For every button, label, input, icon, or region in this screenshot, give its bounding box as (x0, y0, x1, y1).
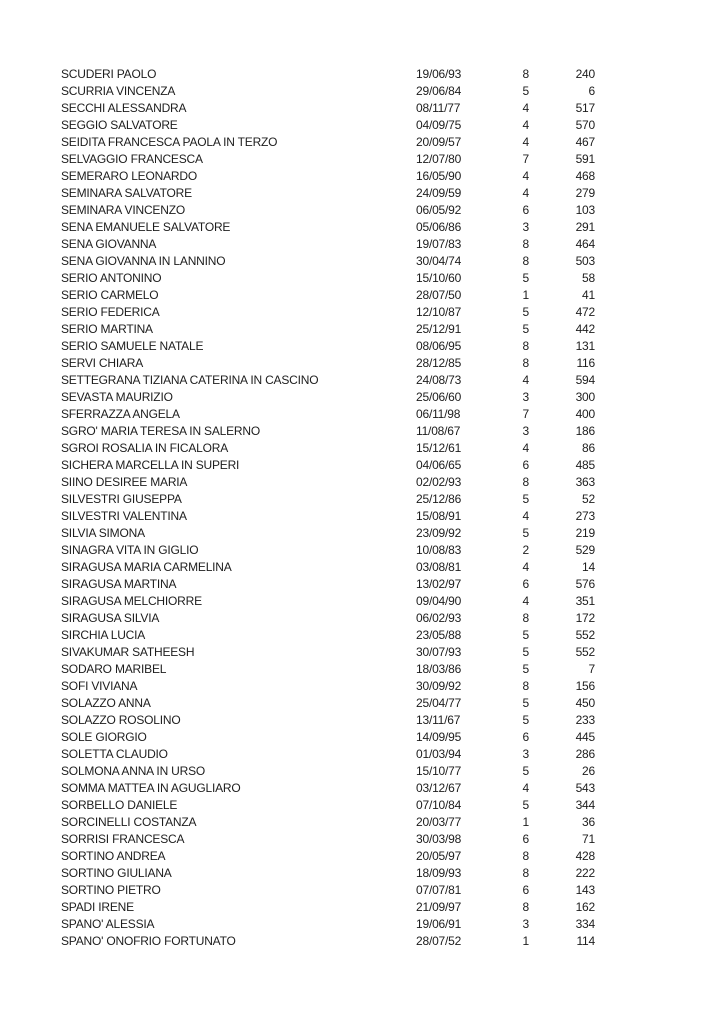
cell-value: 591 (575, 152, 595, 166)
cell-count: 4 (522, 560, 529, 574)
table-row (61, 100, 595, 117)
cell-name: SICHERA MARCELLA IN SUPERI (61, 458, 240, 472)
cell-date: 30/03/98 (416, 832, 462, 846)
cell-date: 23/09/92 (416, 526, 462, 540)
cell-count: 7 (522, 152, 529, 166)
cell-date: 24/08/73 (416, 373, 462, 387)
table-row (61, 508, 595, 525)
cell-date: 07/10/84 (416, 798, 462, 812)
table-row (61, 270, 595, 287)
cell-name: SIVAKUMAR SATHEESH (61, 645, 195, 659)
table-row (61, 610, 595, 627)
cell-date: 19/06/91 (416, 917, 462, 931)
cell-name: SENA GIOVANNA IN LANNINO (61, 254, 226, 268)
table-row (61, 321, 595, 338)
cell-count: 6 (522, 458, 529, 472)
table-row (61, 644, 595, 661)
cell-name: SEGGIO SALVATORE (61, 118, 178, 132)
cell-name: SOLAZZO ROSOLINO (61, 713, 181, 727)
cell-name: SECCHI ALESSANDRA (61, 101, 187, 115)
cell-value: 517 (575, 101, 595, 115)
cell-date: 10/08/83 (416, 543, 462, 557)
cell-value: 445 (575, 730, 595, 744)
cell-count: 6 (522, 730, 529, 744)
cell-date: 25/12/86 (416, 492, 462, 506)
table-row (61, 185, 595, 202)
cell-date: 21/09/97 (416, 900, 462, 914)
cell-count: 4 (522, 169, 529, 183)
table-row (61, 202, 595, 219)
cell-value: 442 (575, 322, 595, 336)
cell-name: SGRO' MARIA TERESA IN SALERNO (61, 424, 260, 438)
cell-name: SINAGRA VITA IN GIGLIO (61, 543, 199, 557)
cell-count: 3 (522, 424, 529, 438)
cell-name: SIRCHIA LUCIA (61, 628, 146, 642)
cell-value: 286 (575, 747, 595, 761)
cell-value: 71 (582, 832, 595, 846)
table-row (61, 780, 595, 797)
cell-count: 3 (522, 917, 529, 931)
cell-name: SORTINO ANDREA (61, 849, 166, 863)
cell-date: 28/07/50 (416, 288, 462, 302)
table-row (61, 338, 595, 355)
cell-name: SPANO' ONOFRIO FORTUNATO (61, 934, 236, 948)
cell-date: 12/10/87 (416, 305, 462, 319)
cell-date: 06/05/92 (416, 203, 462, 217)
cell-count: 8 (522, 237, 529, 251)
cell-name: SIRAGUSA MARTINA (61, 577, 177, 591)
cell-count: 8 (522, 254, 529, 268)
cell-value: 52 (582, 492, 595, 506)
table-row (61, 168, 595, 185)
cell-value: 156 (575, 679, 595, 693)
cell-value: 86 (582, 441, 595, 455)
cell-value: 58 (582, 271, 595, 285)
cell-name: SIRAGUSA MELCHIORRE (61, 594, 202, 608)
cell-value: 552 (575, 645, 595, 659)
table-row (61, 253, 595, 270)
cell-date: 06/11/98 (416, 407, 461, 421)
table-row (61, 729, 595, 746)
cell-name: SOLMONA ANNA IN URSO (61, 764, 206, 778)
table-row (61, 355, 595, 372)
cell-name: SORCINELLI COSTANZA (61, 815, 197, 829)
table-row (61, 746, 595, 763)
cell-name: SPANO' ALESSIA (61, 917, 155, 931)
cell-value: 41 (582, 288, 595, 302)
cell-value: 103 (575, 203, 595, 217)
cell-date: 28/07/52 (416, 934, 462, 948)
cell-value: 468 (575, 169, 595, 183)
cell-name: SERIO FEDERICA (61, 305, 160, 319)
cell-date: 19/06/93 (416, 67, 462, 81)
cell-date: 20/09/57 (416, 135, 462, 149)
cell-name: SERIO SAMUELE NATALE (61, 339, 204, 353)
cell-value: 543 (575, 781, 595, 795)
cell-date: 05/06/86 (416, 220, 462, 234)
table-row (61, 542, 595, 559)
cell-value: 7 (588, 662, 595, 676)
cell-date: 01/03/94 (416, 747, 462, 761)
cell-value: 240 (575, 67, 595, 81)
cell-count: 8 (522, 339, 529, 353)
cell-count: 3 (522, 747, 529, 761)
table-row (61, 899, 595, 916)
cell-name: SOLE GIORGIO (61, 730, 147, 744)
table-row (61, 287, 595, 304)
cell-name: SERIO ANTONINO (61, 271, 162, 285)
cell-date: 19/07/83 (416, 237, 462, 251)
cell-value: 570 (575, 118, 595, 132)
cell-name: SORBELLO DANIELE (61, 798, 178, 812)
cell-count: 5 (522, 798, 529, 812)
cell-value: 400 (575, 407, 595, 421)
cell-name: SEIDITA FRANCESCA PAOLA IN TERZO (61, 135, 278, 149)
cell-name: SIRAGUSA MARIA CARMELINA (61, 560, 232, 574)
cell-count: 5 (522, 526, 529, 540)
cell-name: SEMERARO LEONARDO (61, 169, 197, 183)
cell-count: 8 (522, 356, 529, 370)
cell-value: 143 (575, 883, 595, 897)
table-row (61, 236, 595, 253)
table-row (61, 406, 595, 423)
cell-date: 11/08/67 (416, 424, 461, 438)
cell-count: 4 (522, 186, 529, 200)
cell-name: SORTINO GIULIANA (61, 866, 172, 880)
cell-date: 13/02/97 (416, 577, 462, 591)
cell-date: 20/05/97 (416, 849, 462, 863)
table-row (61, 678, 595, 695)
cell-count: 3 (522, 390, 529, 404)
table-row (61, 134, 595, 151)
cell-value: 363 (575, 475, 595, 489)
cell-name: SILVESTRI GIUSEPPA (61, 492, 182, 506)
cell-count: 8 (522, 475, 529, 489)
cell-count: 4 (522, 781, 529, 795)
cell-count: 5 (522, 764, 529, 778)
cell-value: 186 (575, 424, 595, 438)
cell-value: 351 (575, 594, 595, 608)
cell-count: 4 (522, 441, 529, 455)
table-row (61, 797, 595, 814)
cell-date: 25/06/60 (416, 390, 462, 404)
table-row (61, 117, 595, 134)
cell-count: 8 (522, 679, 529, 693)
cell-name: SETTEGRANA TIZIANA CATERINA IN CASCINO (61, 373, 319, 387)
cell-date: 20/03/77 (416, 815, 462, 829)
cell-count: 6 (522, 883, 529, 897)
cell-name: SEMINARA SALVATORE (61, 186, 192, 200)
table-row (61, 814, 595, 831)
table-row (61, 491, 595, 508)
table-row (61, 933, 595, 950)
cell-value: 6 (588, 84, 595, 98)
cell-count: 5 (522, 322, 529, 336)
cell-date: 25/04/77 (416, 696, 462, 710)
cell-count: 8 (522, 67, 529, 81)
cell-value: 273 (575, 509, 595, 523)
cell-count: 8 (522, 900, 529, 914)
cell-date: 08/11/77 (416, 101, 461, 115)
cell-date: 14/09/95 (416, 730, 462, 744)
table-row (61, 525, 595, 542)
cell-count: 6 (522, 832, 529, 846)
cell-count: 4 (522, 594, 529, 608)
cell-count: 4 (522, 509, 529, 523)
cell-date: 18/09/93 (416, 866, 462, 880)
cell-value: 450 (575, 696, 595, 710)
table-row (61, 576, 595, 593)
table-row (61, 389, 595, 406)
cell-count: 5 (522, 492, 529, 506)
cell-date: 15/10/60 (416, 271, 462, 285)
cell-name: SELVAGGIO FRANCESCA (61, 152, 203, 166)
cell-count: 1 (522, 815, 529, 829)
cell-value: 162 (575, 900, 595, 914)
cell-name: SIINO DESIREE MARIA (61, 475, 188, 489)
cell-value: 14 (582, 560, 595, 574)
cell-count: 6 (522, 577, 529, 591)
cell-count: 5 (522, 628, 529, 642)
cell-date: 13/11/67 (416, 713, 461, 727)
cell-date: 03/12/67 (416, 781, 462, 795)
cell-value: 222 (575, 866, 595, 880)
table-row (61, 474, 595, 491)
cell-date: 04/06/65 (416, 458, 462, 472)
table-row (61, 66, 595, 83)
cell-date: 30/09/92 (416, 679, 462, 693)
cell-name: SOMMA MATTEA IN AGUGLIARO (61, 781, 241, 795)
cell-value: 26 (582, 764, 595, 778)
table-row (61, 712, 595, 729)
cell-date: 03/08/81 (416, 560, 462, 574)
table-row (61, 695, 595, 712)
cell-date: 15/12/61 (416, 441, 462, 455)
table-row (61, 882, 595, 899)
cell-date: 30/07/93 (416, 645, 462, 659)
table-row (61, 440, 595, 457)
table-row (61, 423, 595, 440)
cell-count: 5 (522, 696, 529, 710)
cell-date: 07/07/81 (416, 883, 462, 897)
cell-value: 529 (575, 543, 595, 557)
table-row (61, 372, 595, 389)
cell-count: 8 (522, 611, 529, 625)
cell-name: SERVI CHIARA (61, 356, 144, 370)
cell-name: SOLETTA CLAUDIO (61, 747, 168, 761)
cell-name: SODARO MARIBEL (61, 662, 167, 676)
cell-name: SCURRIA VINCENZA (61, 84, 176, 98)
cell-value: 36 (582, 815, 595, 829)
cell-name: SFERRAZZA ANGELA (61, 407, 180, 421)
cell-count: 3 (522, 220, 529, 234)
cell-name: SGROI ROSALIA IN FICALORA (61, 441, 229, 455)
table-row (61, 304, 595, 321)
cell-count: 1 (522, 288, 529, 302)
cell-count: 8 (522, 866, 529, 880)
cell-name: SEVASTA MAURIZIO (61, 390, 173, 404)
cell-name: SERIO CARMELO (61, 288, 159, 302)
cell-name: SILVESTRI VALENTINA (61, 509, 187, 523)
cell-count: 5 (522, 713, 529, 727)
cell-date: 23/05/88 (416, 628, 462, 642)
cell-count: 5 (522, 271, 529, 285)
cell-value: 472 (575, 305, 595, 319)
cell-count: 5 (522, 645, 529, 659)
cell-count: 5 (522, 305, 529, 319)
table-row (61, 763, 595, 780)
cell-count: 5 (522, 662, 529, 676)
cell-count: 4 (522, 118, 529, 132)
cell-value: 344 (575, 798, 595, 812)
table-row (61, 848, 595, 865)
cell-date: 16/05/90 (416, 169, 462, 183)
table-row (61, 559, 595, 576)
cell-count: 2 (522, 543, 529, 557)
cell-date: 30/04/74 (416, 254, 462, 268)
cell-date: 06/02/93 (416, 611, 462, 625)
cell-value: 219 (575, 526, 595, 540)
cell-date: 04/09/75 (416, 118, 462, 132)
table-row (61, 151, 595, 168)
table-row (61, 219, 595, 236)
table-row (61, 627, 595, 644)
table-row (61, 457, 595, 474)
cell-count: 6 (522, 203, 529, 217)
table-row (61, 831, 595, 848)
table-row (61, 916, 595, 933)
cell-value: 576 (575, 577, 595, 591)
cell-name: SIRAGUSA SILVIA (61, 611, 160, 625)
cell-value: 114 (576, 934, 595, 948)
table-row (61, 593, 595, 610)
cell-date: 15/08/91 (416, 509, 462, 523)
cell-value: 552 (575, 628, 595, 642)
cell-value: 279 (575, 186, 595, 200)
cell-date: 02/02/93 (416, 475, 462, 489)
cell-date: 09/04/90 (416, 594, 462, 608)
cell-date: 15/10/77 (416, 764, 462, 778)
cell-date: 29/06/84 (416, 84, 462, 98)
cell-count: 4 (522, 135, 529, 149)
cell-name: SORTINO PIETRO (61, 883, 161, 897)
cell-value: 503 (575, 254, 595, 268)
cell-value: 172 (575, 611, 595, 625)
cell-value: 131 (575, 339, 595, 353)
cell-date: 28/12/85 (416, 356, 462, 370)
cell-name: SOLAZZO ANNA (61, 696, 151, 710)
roster-table (61, 66, 595, 950)
cell-value: 233 (575, 713, 595, 727)
cell-value: 428 (575, 849, 595, 863)
table-row (61, 83, 595, 100)
cell-value: 300 (575, 390, 595, 404)
cell-count: 1 (522, 934, 529, 948)
cell-name: SPADI IRENE (61, 900, 134, 914)
cell-name: SCUDERI PAOLO (61, 67, 157, 81)
cell-value: 485 (575, 458, 595, 472)
cell-name: SEMINARA VINCENZO (61, 203, 185, 217)
cell-name: SILVIA SIMONA (61, 526, 145, 540)
cell-value: 464 (575, 237, 595, 251)
cell-count: 5 (522, 84, 529, 98)
cell-date: 08/06/95 (416, 339, 462, 353)
cell-name: SENA EMANUELE SALVATORE (61, 220, 231, 234)
cell-date: 12/07/80 (416, 152, 462, 166)
cell-name: SENA GIOVANNA (61, 237, 157, 251)
cell-count: 8 (522, 849, 529, 863)
table-row (61, 661, 595, 678)
cell-count: 4 (522, 373, 529, 387)
cell-value: 467 (575, 135, 595, 149)
cell-date: 18/03/86 (416, 662, 462, 676)
cell-value: 594 (575, 373, 595, 387)
cell-value: 291 (575, 220, 595, 234)
cell-value: 334 (575, 917, 595, 931)
table-row (61, 865, 595, 882)
cell-name: SOFI VIVIANA (61, 679, 138, 693)
cell-date: 24/09/59 (416, 186, 462, 200)
cell-name: SORRISI FRANCESCA (61, 832, 185, 846)
cell-value: 116 (576, 356, 595, 370)
cell-count: 4 (522, 101, 529, 115)
cell-count: 7 (522, 407, 529, 421)
cell-date: 25/12/91 (416, 322, 462, 336)
cell-name: SERIO MARTINA (61, 322, 153, 336)
